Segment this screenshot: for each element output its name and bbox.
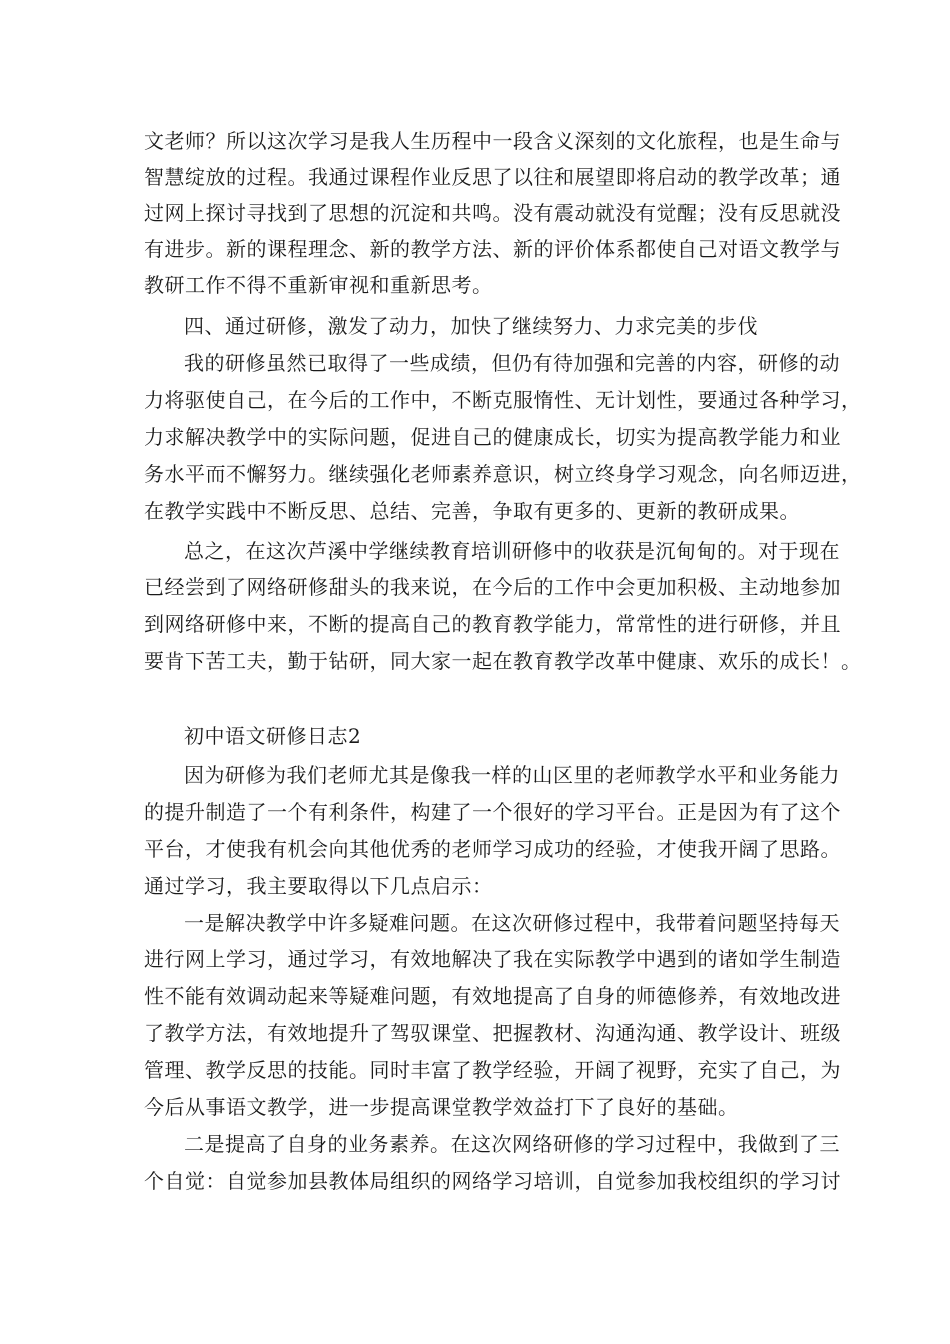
paragraph-line: 有进步。新的课程理念、新的教学方法、新的评价体系都使自己对语文教学与 bbox=[144, 237, 841, 261]
paragraph-line: 教研工作不得不重新审视和重新思考。 bbox=[144, 273, 493, 297]
paragraph-line: 今后从事语文教学，进一步提高课堂教学效益打下了良好的基础。 bbox=[144, 1095, 739, 1119]
paragraph-line: 已经尝到了网络研修甜头的我来说，在今后的工作中会更加积极、主动地参加 bbox=[144, 575, 841, 599]
paragraph-line: 平台，才使我有机会向其他优秀的老师学习成功的经验，才使我开阔了思路。 bbox=[144, 837, 841, 861]
paragraph-line: 在教学实践中不断反思、总结、完善，争取有更多的、更新的教研成果。 bbox=[144, 499, 800, 523]
paragraph-line: 要肯下苦工夫，勤于钻研，同大家一起在教育教学改革中健康、欢乐的成长！。 bbox=[144, 649, 862, 673]
paragraph-line: 过网上探讨寻找到了思想的沉淀和共鸣。没有震动就没有觉醒；没有反思就没 bbox=[144, 201, 841, 225]
section-heading: 四、通过研修，激发了动力，加快了继续努力、力求完美的步伐 bbox=[184, 314, 758, 338]
paragraph-line: 个自觉：自觉参加县教体局组织的网络学习培训，自觉参加我校组织的学习讨 bbox=[144, 1169, 841, 1193]
paragraph-line: 智慧绽放的过程。我通过课程作业反思了以往和展望即将启动的教学改革；通 bbox=[144, 165, 841, 189]
article-title: 初中语文研修日志2 bbox=[184, 724, 362, 748]
paragraph-line: 性不能有效调动起来等疑难问题，有效地提高了自身的师德修养，有效地改进 bbox=[144, 984, 841, 1008]
paragraph-line: 二是提高了自身的业务素养。在这次网络研修的学习过程中，我做到了三 bbox=[184, 1132, 840, 1156]
paragraph-line: 到网络研修中来，不断的提高自己的教育教学能力，常常性的进行研修，并且 bbox=[144, 612, 841, 636]
paragraph-line: 一是解决教学中许多疑难问题。在这次研修过程中，我带着问题坚持每天 bbox=[184, 911, 840, 935]
paragraph-line: 力将驱使自己，在今后的工作中，不断克服惰性、无计划性，要通过各种学习， bbox=[144, 388, 862, 412]
paragraph-line: 了教学方法，有效地提升了驾驭课堂、把握教材、沟通沟通、教学设计、班级 bbox=[144, 1021, 841, 1045]
paragraph-line: 务水平而不懈努力。继续强化老师素养意识，树立终身学习观念，向名师迈进， bbox=[144, 462, 862, 486]
paragraph-line: 通过学习，我主要取得以下几点启示： bbox=[144, 874, 493, 898]
paragraph-line: 力求解决教学中的实际问题，促进自己的健康成长，切实为提高教学能力和业 bbox=[144, 425, 841, 449]
paragraph-line: 进行网上学习，通过学习，有效地解决了我在实际教学中遇到的诸如学生制造 bbox=[144, 947, 841, 971]
paragraph-line: 总之，在这次芦溪中学继续教育培训研修中的收获是沉甸甸的。对于现在 bbox=[184, 539, 840, 563]
paragraph-line: 管理、教学反思的技能。同时丰富了教学经验，开阔了视野，充实了自己，为 bbox=[144, 1058, 841, 1082]
paragraph-line: 文老师？所以这次学习是我人生历程中一段含义深刻的文化旅程，也是生命与 bbox=[144, 129, 841, 153]
paragraph-line: 因为研修为我们老师尤其是像我一样的山区里的老师教学水平和业务能力 bbox=[184, 763, 840, 787]
paragraph-line: 我的研修虽然已取得了一些成绩，但仍有待加强和完善的内容，研修的动 bbox=[184, 351, 840, 375]
paragraph-line: 的提升制造了一个有利条件，构建了一个很好的学习平台。正是因为有了这个 bbox=[144, 800, 841, 824]
